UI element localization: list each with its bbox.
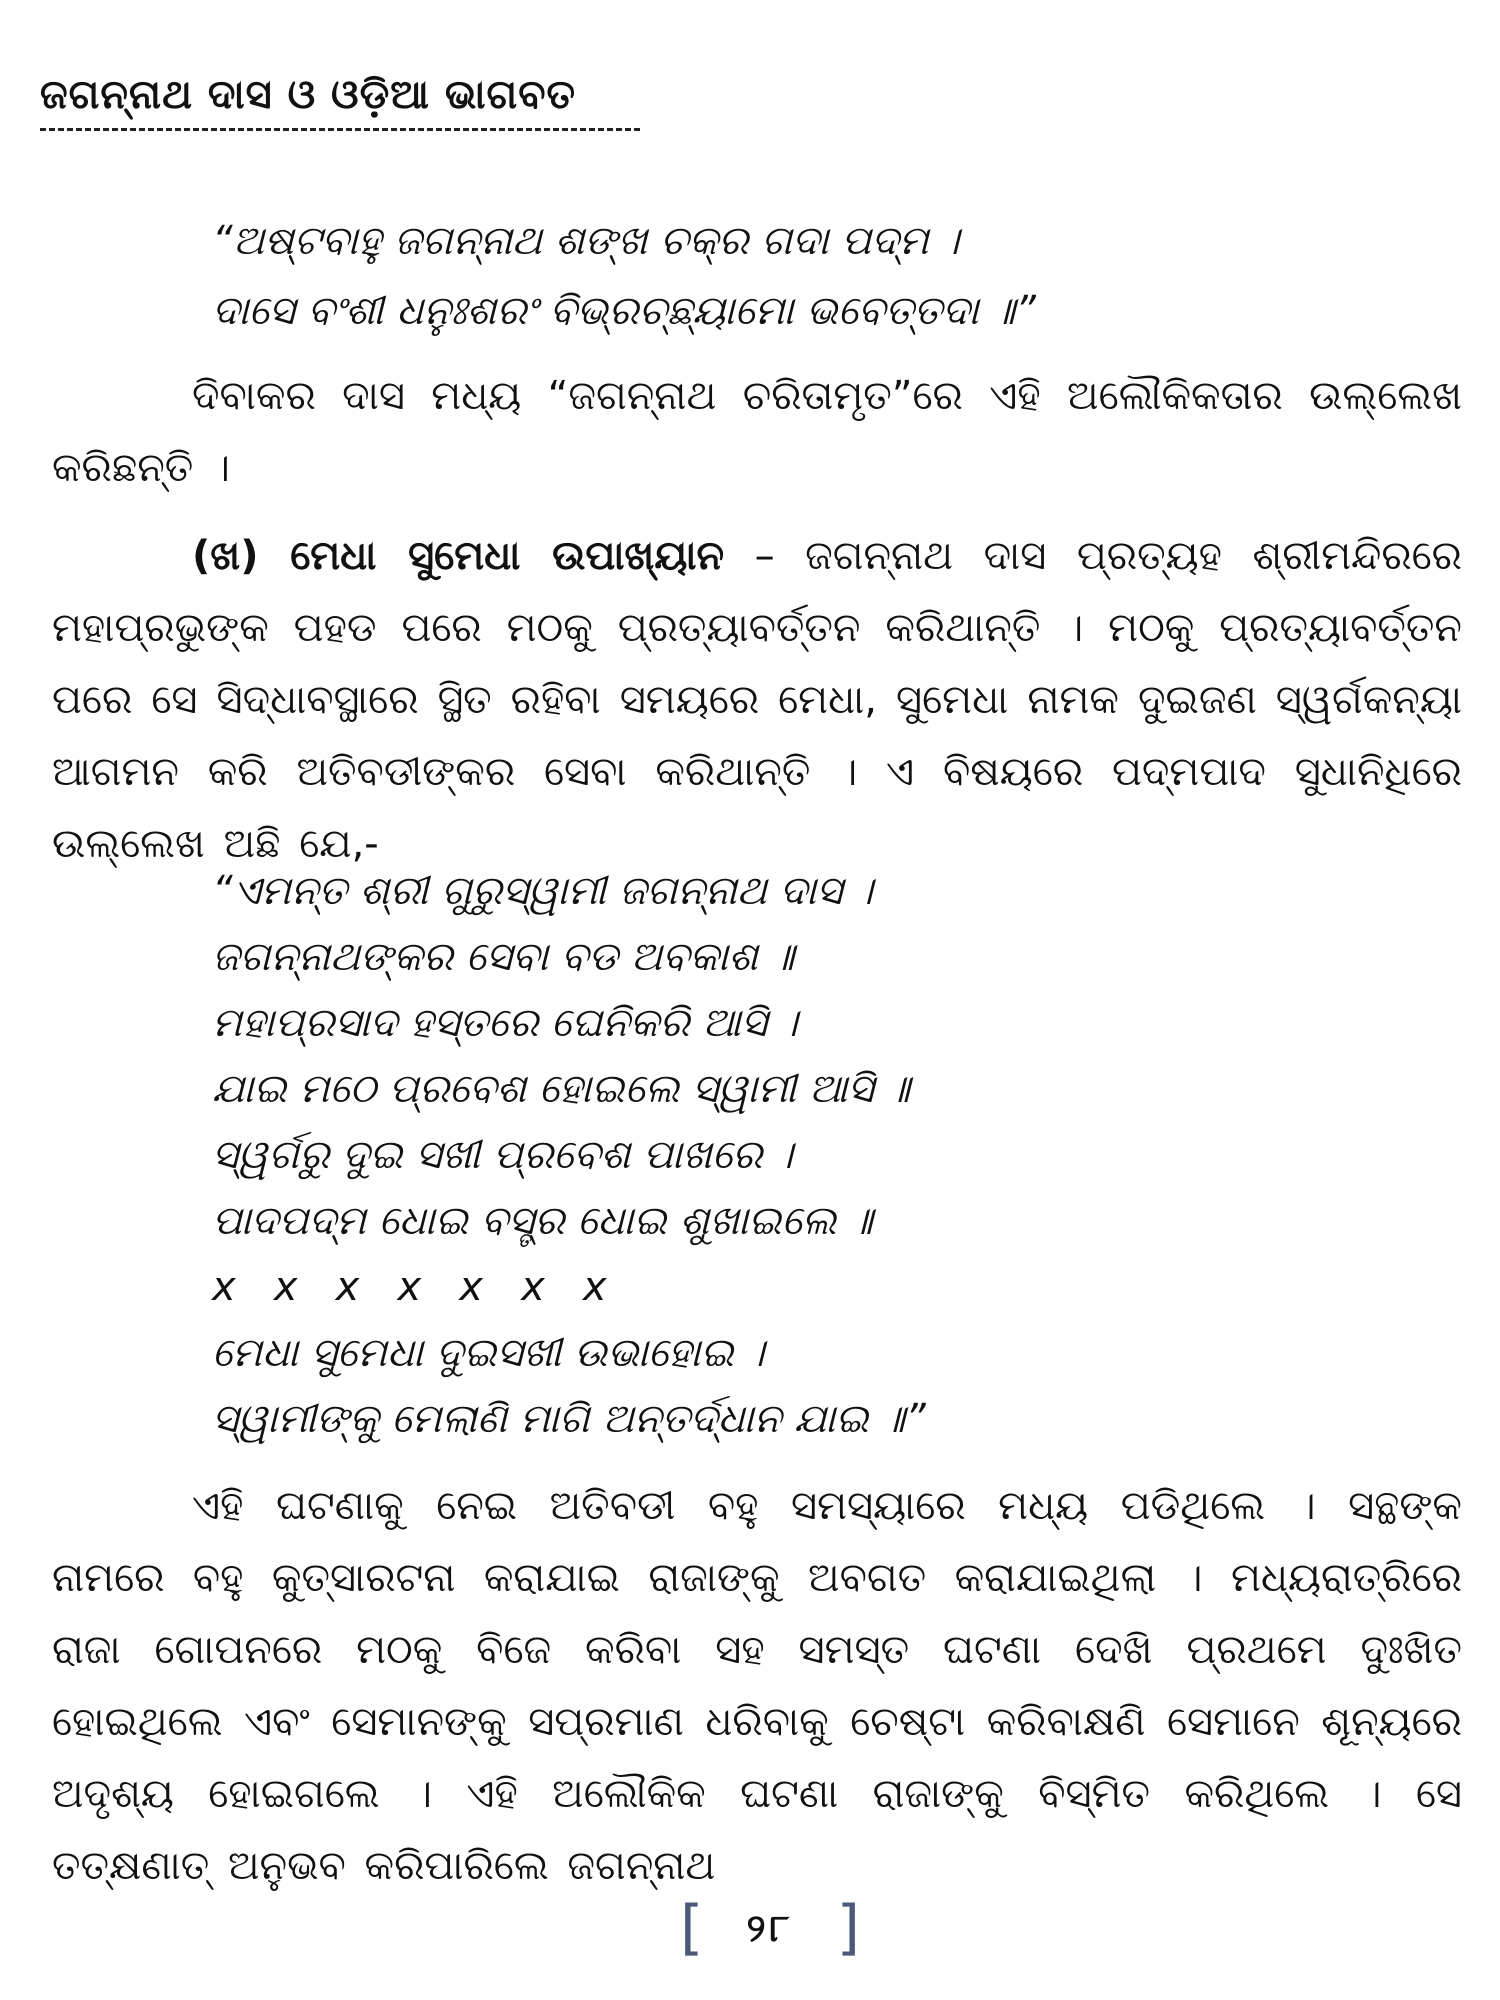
paragraph-3 [52, 1470, 1462, 1902]
page-number: ୨୮ [746, 1905, 794, 1950]
page-number-box [680, 1890, 860, 1966]
verse2-line-8: ସ୍ୱାମୀଙ୍କୁ ମେଲାଣି ମାଗି ଅନ୍ତର୍ଦ୍ଧାନ ଯାଇ ॥” [212, 1396, 926, 1442]
verse2-line-3: ମହାପ୍ରସାଦ ହସ୍ତରେ ଘେନିକରି ଆସି । [212, 1000, 798, 1046]
verse1-line-2: ଦାସେ ବଂଶୀ ଧନୁଃଶରଂ ବିଭ୍ରଚ୍ଛ୍ୟାମୋ ଭବେତ୍ତଦା ॥” [212, 288, 1036, 334]
paragraph-2-text: – ଜଗନ୍ନାଥ ଦାସ ପ୍ରତ୍ୟହ ଶ୍ରୀମନ୍ଦିରରେ ମହାପ୍ରଭୁଙ୍କ ପହଡ ପରେ ମଠକୁ ପ୍ରତ୍ୟାବର୍ତ୍ତନ କରିଥାନ୍ତି । ମଠକୁ ପ୍ରତ୍ୟାବର୍ତ୍ତନ ପରେ ସେ ସିଦ୍ଧାବସ୍ଥାରେ ସ୍ଥିତ ରହିବା ସମୟରେ ମେଧା, ସୁମେଧା ନାମକ ଦୁଇଜଣ ସ୍ୱର୍ଗକନ୍ୟା ଆଗମନ କରି ଅତିବଡୀଙ୍କର ସେବା କରିଥାନ୍ତି । ଏ ବିଷୟରେ ପଦ୍ମପାଦ ସୁଧାନିଧିରେ ଉଲ୍ଲେଖ ଅଛି ଯେ,- [52, 533, 1463, 867]
paragraph-1 [52, 360, 1462, 504]
running-head: ଜଗନ୍ନାଥ ଦାସ ଓ ଓଡ଼ିଆ ଭାଗବତ [40, 72, 577, 118]
left-bracket-ornament: [ [680, 1893, 704, 1963]
paragraph-1-text: ଦିବାକର ଦାସ ମଧ୍ୟ “ଜଗନ୍ନାଥ ଚରିତାମୃତ”ରେ ଏହି ଅଲୌକିକତାର ଉଲ୍ଲେଖ କରିଛନ୍ତି । [52, 373, 1462, 491]
verse1-line-1: “ଅଷ୍ଟବାହୁ ଜଗନ୍ନାଥ ଶଙ୍ଖ ଚକ୍ର ଗଦା ପଦ୍ମ । [212, 218, 960, 264]
paragraph-3-text: ଏହି ଘଟଣାକୁ ନେଇ ଅତିବଡୀ ବହୁ ସମସ୍ୟାରେ ମଧ୍ୟ ପଡିଥିଲେ । ସନ୍ଥଙ୍କ ନାମରେ ବହୁ କୁତ୍ସାରଟନା କରାଯାଇ ରାଜାଙ୍କୁ ଅବଗତ କରାଯାଇଥିଲା । ମଧ୍ୟରାତ୍ରିରେ ରାଜା ଗୋପନରେ ମଠକୁ ବିଜେ କରିବା ସହ ସମସ୍ତ ଘଟଣା ଦେଖି ପ୍ରଥମେ ଦୁଃଖିତ ହୋଇଥିଲେ ଏବଂ ସେମାନଙ୍କୁ ସପ୍ରମାଣ ଧରିବାକୁ ଚେଷ୍ଟା କରିବାକ୍ଷଣି ସେମାନେ ଶୂନ୍ୟରେ ଅଦୃଶ୍ୟ ହୋଇଗଲେ । ଏହି ଅଲୌକିକ ଘଟଣା ରାଜାଙ୍କୁ ବିସ୍ମିତ କରିଥିଲେ । ସେ ତତ୍‌କ୍ଷଣାତ୍ ଅନୁଭବ କରିପାରିଲେ ଜଗନ୍ନାଥ [52, 1483, 1463, 1889]
verse2-line-4: ଯାଇ ମଠେ ପ୍ରବେଶ ହୋଇଲେ ସ୍ୱାମୀ ଆସି ॥ [212, 1066, 911, 1112]
verse2-line-5: ସ୍ୱର୍ଗରୁ ଦୁଇ ସଖୀ ପ୍ରବେଶ ପାଖରେ । [212, 1132, 794, 1178]
section-heading: (ଖ) ମେଧା ସୁମେଧା ଉପାଖ୍ୟାନ [192, 533, 725, 579]
verse2-line-1: “ଏମନ୍ତ ଶ୍ରୀ ଗୁରୁସ୍ୱାମୀ ଜଗନ୍ନାଥ ଦାସ । [212, 868, 874, 914]
right-bracket-ornament: ] [836, 1893, 860, 1963]
verse2-ellipsis-line: x x x x x x x [212, 1264, 607, 1310]
verse2-line-2: ଜଗନ୍ନାଥଙ୍କର ସେବା ବଡ ଅବକାଶ ॥ [212, 934, 795, 980]
verse2-line-6: ପାଦପଦ୍ମ ଧୋଇ ବସ୍ତ୍ର ଧୋଇ ଶୁଖାଇଲେ ॥ [212, 1198, 873, 1244]
verse2-line-7: ମେଧା ସୁମେଧା ଦୁଇସଖୀ ଉଭାହୋଇ । [212, 1330, 765, 1376]
paragraph-2 [52, 520, 1462, 880]
running-head-rule [40, 128, 640, 131]
